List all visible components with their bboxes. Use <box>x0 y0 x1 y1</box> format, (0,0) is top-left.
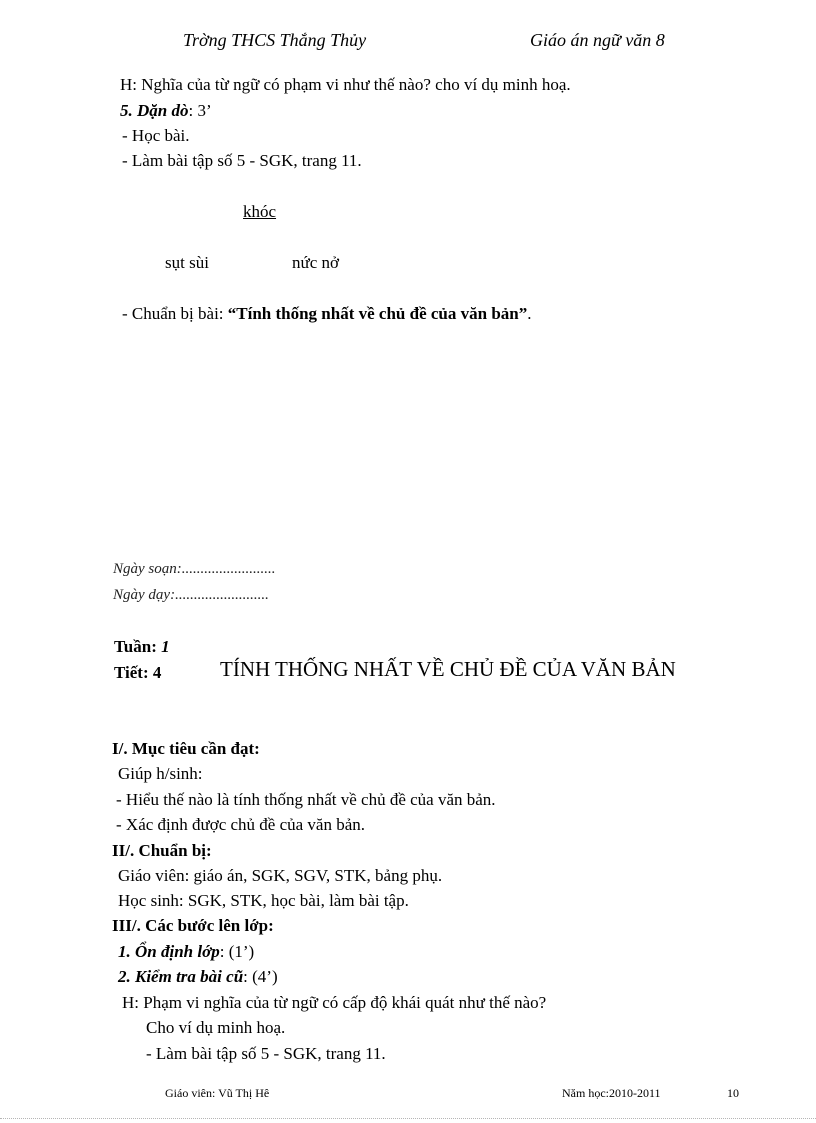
date-teach: Ngày dạy:......................... <box>113 587 269 603</box>
week-line <box>114 637 170 657</box>
section1-line-2: - Hiểu thế nào là tính thống nhất về chủ đề của văn bản. <box>116 790 496 809</box>
footer-year: Năm học:2010-2011 <box>562 1086 661 1100</box>
section1-heading: I/. Mục tiêu cần đạt: <box>112 739 260 758</box>
diagram-root-word: khóc <box>243 202 277 221</box>
period-line <box>114 663 161 683</box>
step2-label: 2. Kiểm tra bài cũ <box>118 967 244 986</box>
prepare-suffix: . <box>527 304 532 323</box>
diagram-child-2: nức nở <box>292 253 339 272</box>
step1-label: 1. Ổn định lớp <box>118 942 220 961</box>
step2-time: : (4’) <box>243 967 278 986</box>
footer-teacher: Giáo viên: Vũ Thị Hê <box>165 1086 270 1100</box>
section3-heading: III/. Các bước lên lớp: <box>112 916 274 935</box>
check-question-line-1: H: Phạm vi nghĩa của từ ngữ có cấp độ khái quát như thế nào? <box>122 993 547 1012</box>
week-value: 1 <box>161 637 170 656</box>
homework-time: : 3’ <box>188 101 212 120</box>
homework-item-2: - Làm bài tập số 5 - SGK, trang 11. <box>122 151 362 170</box>
footer-page-number: 10 <box>727 1086 739 1100</box>
step2-line <box>118 967 278 987</box>
diagram-child-1: sụt sùi <box>165 253 209 272</box>
section2-heading: II/. Chuẩn bị: <box>112 841 212 860</box>
date-compose: Ngày soạn:......................... <box>113 561 276 577</box>
period-value: 4 <box>152 663 162 682</box>
section2-line-2: Học sinh: SGK, STK, học bài, làm bài tập. <box>118 891 409 910</box>
homework-item-1: - Học bài. <box>122 126 190 145</box>
section1-line-1: Giúp h/sinh: <box>118 764 203 783</box>
review-question: H: Nghĩa của từ ngữ có phạm vi như thế nào? cho ví dụ minh hoạ. <box>120 75 571 94</box>
header-subject: Giáo án ngữ văn 8 <box>530 30 665 50</box>
check-question-line-2: Cho ví dụ minh hoạ. <box>146 1018 286 1037</box>
check-question-line-3: - Làm bài tập số 5 - SGK, trang 11. <box>146 1044 386 1063</box>
prepare-title: “Tính thống nhất về chủ đề của văn bản” <box>227 304 528 323</box>
footer-dotted-rule <box>0 1118 816 1119</box>
prepare-prefix: - Chuẩn bị bài: <box>122 304 228 323</box>
section2-line-1: Giáo viên: giáo án, SGK, SGV, STK, bảng phụ. <box>118 866 443 885</box>
prepare-line <box>122 304 532 324</box>
week-label: Tuần: <box>114 637 157 656</box>
section1-line-3: - Xác định được chủ đề của văn bản. <box>116 815 366 834</box>
step1-line <box>118 942 254 962</box>
period-label: Tiết: <box>114 663 149 682</box>
lesson-title: TÍNH THỐNG NHẤT VỀ CHỦ ĐỀ CỦA VĂN BẢN <box>220 657 676 681</box>
homework-heading: 5. Dặn dò <box>120 101 189 120</box>
step1-time: : (1’) <box>219 942 255 961</box>
homework-heading-line <box>120 101 212 121</box>
header-school: Trờng THCS Thắng Thủy <box>183 30 367 50</box>
